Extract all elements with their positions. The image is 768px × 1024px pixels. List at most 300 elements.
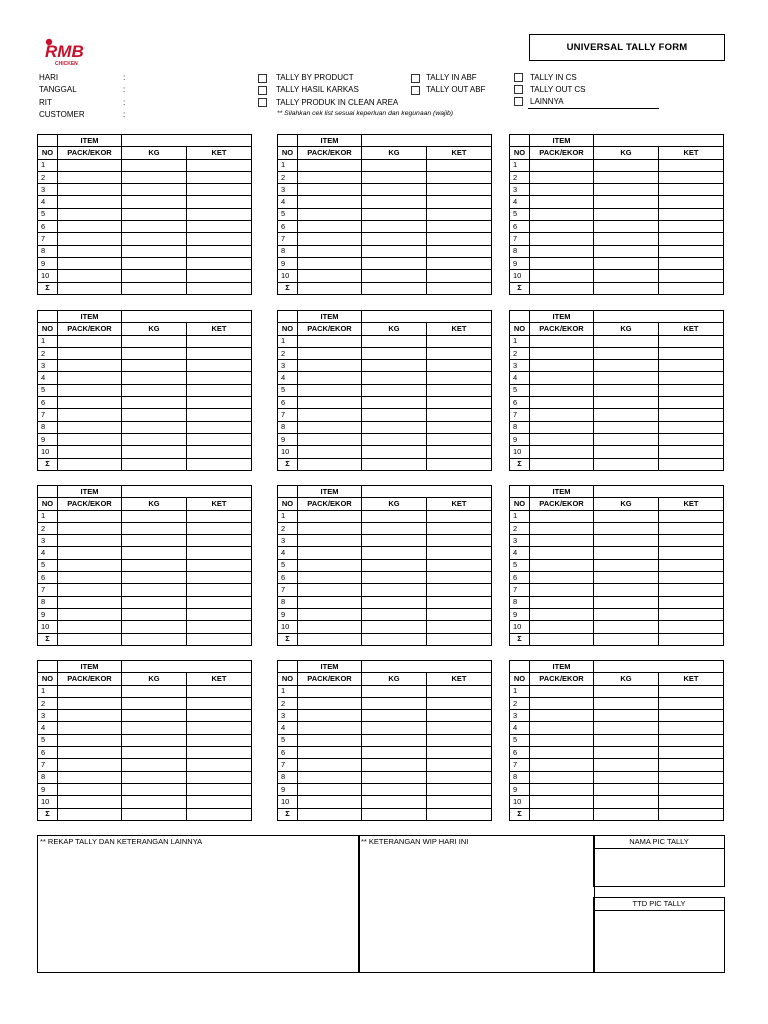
- pack-cell[interactable]: [58, 783, 122, 795]
- kg-cell[interactable]: [362, 559, 427, 571]
- kg-cell[interactable]: [362, 747, 427, 759]
- pack-cell[interactable]: [530, 208, 594, 220]
- item-name-field[interactable]: [594, 135, 724, 147]
- pack-cell[interactable]: [298, 572, 362, 584]
- kg-cell[interactable]: [362, 522, 427, 534]
- kg-cell[interactable]: [594, 783, 659, 795]
- pack-cell[interactable]: [298, 734, 362, 746]
- kg-cell[interactable]: [122, 783, 187, 795]
- kg-cell[interactable]: [122, 245, 187, 257]
- kg-cell[interactable]: [122, 572, 187, 584]
- sum-kg-cell[interactable]: [362, 808, 427, 820]
- pack-cell[interactable]: [530, 747, 594, 759]
- pack-cell[interactable]: [298, 421, 362, 433]
- kg-cell[interactable]: [362, 184, 427, 196]
- kg-cell[interactable]: [362, 257, 427, 269]
- pack-cell[interactable]: [58, 522, 122, 534]
- ket-cell[interactable]: [659, 409, 724, 421]
- pack-cell[interactable]: [58, 747, 122, 759]
- ket-cell[interactable]: [187, 608, 252, 620]
- sum-pack-cell[interactable]: [58, 633, 122, 645]
- kg-cell[interactable]: [594, 722, 659, 734]
- kg-cell[interactable]: [594, 621, 659, 633]
- kg-cell[interactable]: [594, 759, 659, 771]
- ket-cell[interactable]: [187, 208, 252, 220]
- pack-cell[interactable]: [530, 621, 594, 633]
- kg-cell[interactable]: [594, 572, 659, 584]
- pack-cell[interactable]: [298, 759, 362, 771]
- kg-cell[interactable]: [122, 421, 187, 433]
- pack-cell[interactable]: [58, 621, 122, 633]
- kg-cell[interactable]: [122, 759, 187, 771]
- ket-cell[interactable]: [427, 446, 492, 458]
- pack-cell[interactable]: [530, 421, 594, 433]
- kg-cell[interactable]: [362, 360, 427, 372]
- pack-cell[interactable]: [298, 171, 362, 183]
- pack-cell[interactable]: [58, 384, 122, 396]
- ket-cell[interactable]: [187, 360, 252, 372]
- ket-cell[interactable]: [659, 771, 724, 783]
- sum-kg-cell[interactable]: [122, 458, 187, 470]
- ket-cell[interactable]: [659, 510, 724, 522]
- pack-cell[interactable]: [298, 446, 362, 458]
- pack-cell[interactable]: [298, 245, 362, 257]
- kg-cell[interactable]: [362, 196, 427, 208]
- pack-cell[interactable]: [58, 270, 122, 282]
- kg-cell[interactable]: [362, 697, 427, 709]
- pack-cell[interactable]: [530, 196, 594, 208]
- pack-cell[interactable]: [530, 685, 594, 697]
- ket-cell[interactable]: [659, 596, 724, 608]
- sum-kg-cell[interactable]: [362, 633, 427, 645]
- sum-ket-cell[interactable]: [187, 633, 252, 645]
- pack-cell[interactable]: [530, 771, 594, 783]
- kg-cell[interactable]: [122, 397, 187, 409]
- pack-cell[interactable]: [298, 608, 362, 620]
- ket-cell[interactable]: [427, 796, 492, 808]
- pack-cell[interactable]: [530, 547, 594, 559]
- kg-cell[interactable]: [362, 547, 427, 559]
- kg-cell[interactable]: [362, 397, 427, 409]
- ket-cell[interactable]: [427, 783, 492, 795]
- item-name-field[interactable]: [362, 486, 492, 498]
- ket-cell[interactable]: [187, 685, 252, 697]
- pack-cell[interactable]: [58, 233, 122, 245]
- ket-cell[interactable]: [659, 372, 724, 384]
- sum-pack-cell[interactable]: [58, 282, 122, 294]
- pack-cell[interactable]: [530, 710, 594, 722]
- checkbox-tally-in-abf[interactable]: [411, 74, 420, 83]
- item-name-field[interactable]: [122, 135, 252, 147]
- kg-cell[interactable]: [122, 233, 187, 245]
- checkbox-tally-out-cs[interactable]: [514, 85, 523, 94]
- pack-cell[interactable]: [530, 233, 594, 245]
- sum-pack-cell[interactable]: [530, 458, 594, 470]
- checkbox-tally-produk-clean-area[interactable]: [258, 98, 267, 107]
- ket-cell[interactable]: [427, 335, 492, 347]
- pack-cell[interactable]: [530, 596, 594, 608]
- kg-cell[interactable]: [594, 159, 659, 171]
- pack-cell[interactable]: [298, 697, 362, 709]
- pack-cell[interactable]: [298, 409, 362, 421]
- item-name-field[interactable]: [594, 486, 724, 498]
- kg-cell[interactable]: [594, 184, 659, 196]
- ket-cell[interactable]: [187, 734, 252, 746]
- ket-cell[interactable]: [427, 522, 492, 534]
- pack-cell[interactable]: [298, 710, 362, 722]
- sum-ket-cell[interactable]: [427, 633, 492, 645]
- kg-cell[interactable]: [122, 335, 187, 347]
- ket-cell[interactable]: [659, 535, 724, 547]
- ket-cell[interactable]: [187, 446, 252, 458]
- ket-cell[interactable]: [659, 559, 724, 571]
- pack-cell[interactable]: [58, 347, 122, 359]
- kg-cell[interactable]: [122, 221, 187, 233]
- kg-cell[interactable]: [122, 257, 187, 269]
- ket-cell[interactable]: [659, 522, 724, 534]
- pack-cell[interactable]: [58, 547, 122, 559]
- ket-cell[interactable]: [659, 360, 724, 372]
- ket-cell[interactable]: [659, 734, 724, 746]
- kg-cell[interactable]: [122, 621, 187, 633]
- pack-cell[interactable]: [298, 783, 362, 795]
- ket-cell[interactable]: [187, 747, 252, 759]
- pack-cell[interactable]: [58, 372, 122, 384]
- kg-cell[interactable]: [362, 372, 427, 384]
- pack-cell[interactable]: [58, 159, 122, 171]
- ket-cell[interactable]: [427, 547, 492, 559]
- kg-cell[interactable]: [594, 270, 659, 282]
- pack-cell[interactable]: [298, 257, 362, 269]
- ket-cell[interactable]: [187, 559, 252, 571]
- kg-cell[interactable]: [122, 522, 187, 534]
- sum-pack-cell[interactable]: [298, 633, 362, 645]
- kg-cell[interactable]: [594, 584, 659, 596]
- item-name-field[interactable]: [594, 661, 724, 673]
- pack-cell[interactable]: [530, 522, 594, 534]
- ket-cell[interactable]: [427, 257, 492, 269]
- pack-cell[interactable]: [530, 734, 594, 746]
- item-name-field[interactable]: [362, 661, 492, 673]
- ket-cell[interactable]: [659, 335, 724, 347]
- ket-cell[interactable]: [187, 184, 252, 196]
- pack-cell[interactable]: [530, 446, 594, 458]
- checkbox-lainnya[interactable]: [514, 97, 523, 106]
- kg-cell[interactable]: [122, 270, 187, 282]
- kg-cell[interactable]: [362, 783, 427, 795]
- kg-cell[interactable]: [362, 759, 427, 771]
- ket-cell[interactable]: [187, 257, 252, 269]
- kg-cell[interactable]: [594, 372, 659, 384]
- pack-cell[interactable]: [530, 608, 594, 620]
- sum-ket-cell[interactable]: [187, 458, 252, 470]
- sum-pack-cell[interactable]: [58, 808, 122, 820]
- ket-cell[interactable]: [659, 759, 724, 771]
- kg-cell[interactable]: [362, 446, 427, 458]
- sum-pack-cell[interactable]: [298, 282, 362, 294]
- pack-cell[interactable]: [530, 572, 594, 584]
- sum-ket-cell[interactable]: [427, 282, 492, 294]
- kg-cell[interactable]: [594, 347, 659, 359]
- kg-cell[interactable]: [122, 384, 187, 396]
- pack-cell[interactable]: [58, 421, 122, 433]
- pack-cell[interactable]: [298, 559, 362, 571]
- pack-cell[interactable]: [298, 384, 362, 396]
- pack-cell[interactable]: [530, 360, 594, 372]
- pack-cell[interactable]: [58, 697, 122, 709]
- kg-cell[interactable]: [362, 722, 427, 734]
- pack-cell[interactable]: [298, 347, 362, 359]
- sum-pack-cell[interactable]: [298, 458, 362, 470]
- ket-cell[interactable]: [427, 360, 492, 372]
- pack-cell[interactable]: [298, 208, 362, 220]
- kg-cell[interactable]: [594, 360, 659, 372]
- pack-cell[interactable]: [298, 433, 362, 445]
- pack-cell[interactable]: [58, 584, 122, 596]
- ket-cell[interactable]: [427, 233, 492, 245]
- kg-cell[interactable]: [362, 270, 427, 282]
- pack-cell[interactable]: [58, 335, 122, 347]
- kg-cell[interactable]: [362, 421, 427, 433]
- checkbox-tally-in-cs[interactable]: [514, 73, 523, 82]
- kg-cell[interactable]: [594, 608, 659, 620]
- item-name-field[interactable]: [362, 135, 492, 147]
- ket-cell[interactable]: [659, 184, 724, 196]
- kg-cell[interactable]: [594, 535, 659, 547]
- pack-cell[interactable]: [298, 796, 362, 808]
- pack-cell[interactable]: [58, 184, 122, 196]
- pack-cell[interactable]: [298, 685, 362, 697]
- ket-cell[interactable]: [427, 372, 492, 384]
- kg-cell[interactable]: [362, 433, 427, 445]
- pack-cell[interactable]: [58, 596, 122, 608]
- ket-cell[interactable]: [427, 697, 492, 709]
- pack-cell[interactable]: [58, 722, 122, 734]
- pack-cell[interactable]: [58, 510, 122, 522]
- pack-cell[interactable]: [530, 796, 594, 808]
- ket-cell[interactable]: [427, 621, 492, 633]
- pack-cell[interactable]: [58, 171, 122, 183]
- pack-cell[interactable]: [530, 783, 594, 795]
- pack-cell[interactable]: [58, 245, 122, 257]
- sum-kg-cell[interactable]: [122, 633, 187, 645]
- ket-cell[interactable]: [187, 335, 252, 347]
- kg-cell[interactable]: [122, 547, 187, 559]
- kg-cell[interactable]: [594, 685, 659, 697]
- ket-cell[interactable]: [427, 559, 492, 571]
- ket-cell[interactable]: [427, 710, 492, 722]
- ket-cell[interactable]: [187, 522, 252, 534]
- pack-cell[interactable]: [298, 196, 362, 208]
- pack-cell[interactable]: [58, 734, 122, 746]
- kg-cell[interactable]: [594, 547, 659, 559]
- pack-cell[interactable]: [298, 221, 362, 233]
- ket-cell[interactable]: [187, 347, 252, 359]
- ket-cell[interactable]: [187, 384, 252, 396]
- ket-cell[interactable]: [427, 196, 492, 208]
- pack-cell[interactable]: [530, 584, 594, 596]
- pack-cell[interactable]: [58, 572, 122, 584]
- sum-kg-cell[interactable]: [362, 282, 427, 294]
- kg-cell[interactable]: [122, 559, 187, 571]
- pack-cell[interactable]: [298, 510, 362, 522]
- ket-cell[interactable]: [659, 270, 724, 282]
- ket-cell[interactable]: [427, 433, 492, 445]
- pack-cell[interactable]: [58, 257, 122, 269]
- kg-cell[interactable]: [362, 771, 427, 783]
- ket-cell[interactable]: [187, 510, 252, 522]
- ket-cell[interactable]: [659, 384, 724, 396]
- pack-cell[interactable]: [58, 685, 122, 697]
- pack-cell[interactable]: [530, 722, 594, 734]
- ket-cell[interactable]: [427, 759, 492, 771]
- sum-kg-cell[interactable]: [594, 282, 659, 294]
- kg-cell[interactable]: [122, 196, 187, 208]
- pack-cell[interactable]: [58, 196, 122, 208]
- pack-cell[interactable]: [298, 335, 362, 347]
- kg-cell[interactable]: [362, 734, 427, 746]
- ket-cell[interactable]: [187, 722, 252, 734]
- ket-cell[interactable]: [659, 221, 724, 233]
- item-name-field[interactable]: [122, 486, 252, 498]
- pack-cell[interactable]: [530, 510, 594, 522]
- pack-cell[interactable]: [58, 221, 122, 233]
- pack-cell[interactable]: [298, 584, 362, 596]
- ket-cell[interactable]: [427, 159, 492, 171]
- sum-kg-cell[interactable]: [362, 458, 427, 470]
- ket-cell[interactable]: [659, 697, 724, 709]
- kg-cell[interactable]: [362, 335, 427, 347]
- kg-cell[interactable]: [594, 208, 659, 220]
- kg-cell[interactable]: [362, 409, 427, 421]
- ket-cell[interactable]: [427, 584, 492, 596]
- keterangan-wip-box[interactable]: [358, 835, 595, 973]
- ket-cell[interactable]: [659, 608, 724, 620]
- kg-cell[interactable]: [362, 171, 427, 183]
- kg-cell[interactable]: [594, 221, 659, 233]
- pack-cell[interactable]: [298, 596, 362, 608]
- kg-cell[interactable]: [122, 685, 187, 697]
- pack-cell[interactable]: [58, 535, 122, 547]
- ket-cell[interactable]: [659, 685, 724, 697]
- kg-cell[interactable]: [594, 233, 659, 245]
- sum-pack-cell[interactable]: [530, 282, 594, 294]
- kg-cell[interactable]: [122, 184, 187, 196]
- pack-cell[interactable]: [298, 372, 362, 384]
- pack-cell[interactable]: [58, 433, 122, 445]
- ket-cell[interactable]: [427, 510, 492, 522]
- ket-cell[interactable]: [427, 747, 492, 759]
- ket-cell[interactable]: [187, 710, 252, 722]
- pack-cell[interactable]: [530, 257, 594, 269]
- sum-kg-cell[interactable]: [122, 808, 187, 820]
- pack-cell[interactable]: [530, 171, 594, 183]
- kg-cell[interactable]: [594, 747, 659, 759]
- kg-cell[interactable]: [362, 535, 427, 547]
- ket-cell[interactable]: [427, 171, 492, 183]
- pack-cell[interactable]: [530, 759, 594, 771]
- ket-cell[interactable]: [427, 535, 492, 547]
- ket-cell[interactable]: [659, 747, 724, 759]
- ket-cell[interactable]: [427, 221, 492, 233]
- kg-cell[interactable]: [122, 347, 187, 359]
- sum-kg-cell[interactable]: [122, 282, 187, 294]
- ket-cell[interactable]: [187, 233, 252, 245]
- sum-kg-cell[interactable]: [594, 633, 659, 645]
- kg-cell[interactable]: [122, 409, 187, 421]
- pack-cell[interactable]: [298, 621, 362, 633]
- kg-cell[interactable]: [122, 747, 187, 759]
- kg-cell[interactable]: [122, 771, 187, 783]
- kg-cell[interactable]: [362, 384, 427, 396]
- kg-cell[interactable]: [122, 159, 187, 171]
- pack-cell[interactable]: [530, 409, 594, 421]
- pack-cell[interactable]: [58, 796, 122, 808]
- ket-cell[interactable]: [187, 433, 252, 445]
- ket-cell[interactable]: [187, 796, 252, 808]
- kg-cell[interactable]: [362, 710, 427, 722]
- pack-cell[interactable]: [530, 535, 594, 547]
- kg-cell[interactable]: [122, 697, 187, 709]
- pack-cell[interactable]: [530, 335, 594, 347]
- ket-cell[interactable]: [427, 722, 492, 734]
- kg-cell[interactable]: [362, 221, 427, 233]
- ket-cell[interactable]: [659, 196, 724, 208]
- ket-cell[interactable]: [187, 547, 252, 559]
- checkbox-tally-by-product[interactable]: [258, 74, 267, 83]
- sum-pack-cell[interactable]: [298, 808, 362, 820]
- ket-cell[interactable]: [659, 710, 724, 722]
- ket-cell[interactable]: [187, 771, 252, 783]
- ket-cell[interactable]: [659, 722, 724, 734]
- checkbox-tally-out-abf[interactable]: [411, 86, 420, 95]
- sum-ket-cell[interactable]: [427, 458, 492, 470]
- pack-cell[interactable]: [530, 433, 594, 445]
- ket-cell[interactable]: [187, 759, 252, 771]
- pack-cell[interactable]: [298, 397, 362, 409]
- ket-cell[interactable]: [427, 184, 492, 196]
- kg-cell[interactable]: [594, 409, 659, 421]
- kg-cell[interactable]: [122, 208, 187, 220]
- ket-cell[interactable]: [187, 421, 252, 433]
- ket-cell[interactable]: [659, 159, 724, 171]
- kg-cell[interactable]: [122, 446, 187, 458]
- ket-cell[interactable]: [187, 196, 252, 208]
- kg-cell[interactable]: [122, 360, 187, 372]
- kg-cell[interactable]: [122, 608, 187, 620]
- ket-cell[interactable]: [659, 245, 724, 257]
- kg-cell[interactable]: [122, 734, 187, 746]
- ket-cell[interactable]: [187, 584, 252, 596]
- pack-cell[interactable]: [298, 360, 362, 372]
- ket-cell[interactable]: [659, 547, 724, 559]
- kg-cell[interactable]: [594, 433, 659, 445]
- ket-cell[interactable]: [187, 409, 252, 421]
- kg-cell[interactable]: [594, 245, 659, 257]
- pack-cell[interactable]: [58, 710, 122, 722]
- kg-cell[interactable]: [122, 535, 187, 547]
- ket-cell[interactable]: [187, 397, 252, 409]
- kg-cell[interactable]: [122, 510, 187, 522]
- kg-cell[interactable]: [594, 734, 659, 746]
- kg-cell[interactable]: [594, 559, 659, 571]
- kg-cell[interactable]: [362, 208, 427, 220]
- ket-cell[interactable]: [427, 347, 492, 359]
- ket-cell[interactable]: [427, 685, 492, 697]
- ket-cell[interactable]: [187, 621, 252, 633]
- ket-cell[interactable]: [427, 734, 492, 746]
- kg-cell[interactable]: [594, 510, 659, 522]
